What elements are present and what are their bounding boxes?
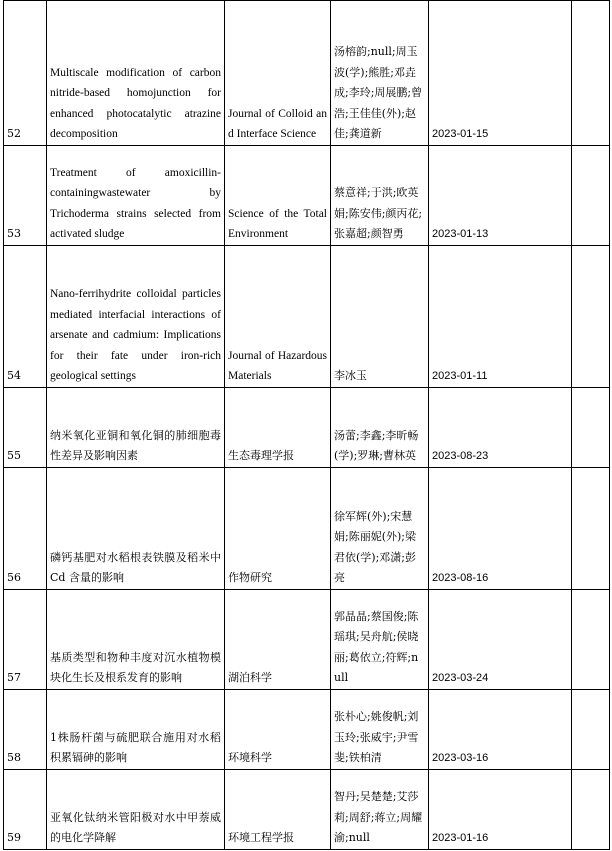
extra-cell [572,590,610,690]
extra-cell [572,388,610,468]
paper-title: 亚氧化钛纳米管阳极对水中甲萘威的电化学降解 [47,770,225,850]
author-list: 智丹;吴楚楚;艾莎莉;周舒;蒋立;周耀渝;null [331,770,429,850]
publish-date: 2023-03-16 [429,690,572,770]
author-list: 李冰玉 [331,246,429,388]
journal-name: Journal of Colloid and Interface Science [225,1,331,146]
paper-title: Treatment of amoxicillin-containingwastewater by Trichoderma strains selected from activated sludge [47,146,225,246]
row-number: 56 [4,468,47,590]
table-row [4,1,610,146]
author-list: 蔡意祥;于洪;欧英娟;陈安伟;颜丙花;张嘉超;颜智勇 [331,146,429,246]
author-list: 汤蕾;李鑫;李昕畅(学);罗琳;曹林英 [331,388,429,468]
extra-cell [572,690,610,770]
journal-name: 作物研究 [225,468,331,590]
journal-name: Science of the Total Environment [225,146,331,246]
extra-cell [572,246,610,388]
table-row [4,468,610,590]
paper-title: 基质类型和物种丰度对沉水植物模块化生长及根系发育的影响 [47,590,225,690]
publish-date: 2023-03-24 [429,590,572,690]
publication-table [3,0,610,850]
publish-date: 2023-08-23 [429,388,572,468]
paper-title: Multiscale modification of carbon nitride-based homojunction for enhanced photocatalytic atrazine decomposition [47,1,225,146]
row-number: 53 [4,146,47,246]
extra-cell [572,468,610,590]
row-number: 54 [4,246,47,388]
journal-name: 环境科学 [225,690,331,770]
journal-name: Journal of Hazardous Materials [225,246,331,388]
row-number: 55 [4,388,47,468]
row-number: 52 [4,1,47,146]
table-row [4,388,610,468]
paper-title: 磷钙基肥对水稻根表铁膜及稻米中 Cd 含量的影响 [47,468,225,590]
publish-date: 2023-01-11 [429,246,572,388]
author-list: 张朴心;姚俊帆;刘玉玲;张威宇;尹雪斐;铁柏清 [331,690,429,770]
table-row [4,690,610,770]
paper-title: 纳米氧化亚铜和氧化铜的肺细胞毒性差异及影响因素 [47,388,225,468]
journal-name: 环境工程学报 [225,770,331,850]
table-row [4,146,610,246]
author-list: 郭晶晶;蔡国俊;陈瑶琪;吴舟航;侯晓丽;葛依立;符辉;null [331,590,429,690]
extra-cell [572,146,610,246]
publish-date: 2023-01-16 [429,770,572,850]
row-number: 58 [4,690,47,770]
table-row [4,246,610,388]
author-list: 汤榕韵;null;周玉波(学);熊胜;邓垚成;李玲;周展鹏;曾浩;王佳佳(外);赵佳;龚道新 [331,1,429,146]
extra-cell [572,1,610,146]
author-list: 徐军辉(外);宋慧娟;陈丽妮(外);梁君依(学);邓潇;彭亮 [331,468,429,590]
row-number: 57 [4,590,47,690]
journal-name: 生态毒理学报 [225,388,331,468]
paper-title: 1株肠杆菌与硫肥联合施用对水稻积累镉砷的影响 [47,690,225,770]
publish-date: 2023-08-16 [429,468,572,590]
extra-cell [572,770,610,850]
publish-date: 2023-01-15 [429,1,572,146]
table-row [4,590,610,690]
table-row [4,770,610,850]
paper-title: Nano-ferrihydrite colloidal particles mediated interfacial interactions of arsenate and cadmium: Implications for their fate under iron-rich geological settings [47,246,225,388]
journal-name: 湖泊科学 [225,590,331,690]
row-number: 59 [4,770,47,850]
publish-date: 2023-01-13 [429,146,572,246]
